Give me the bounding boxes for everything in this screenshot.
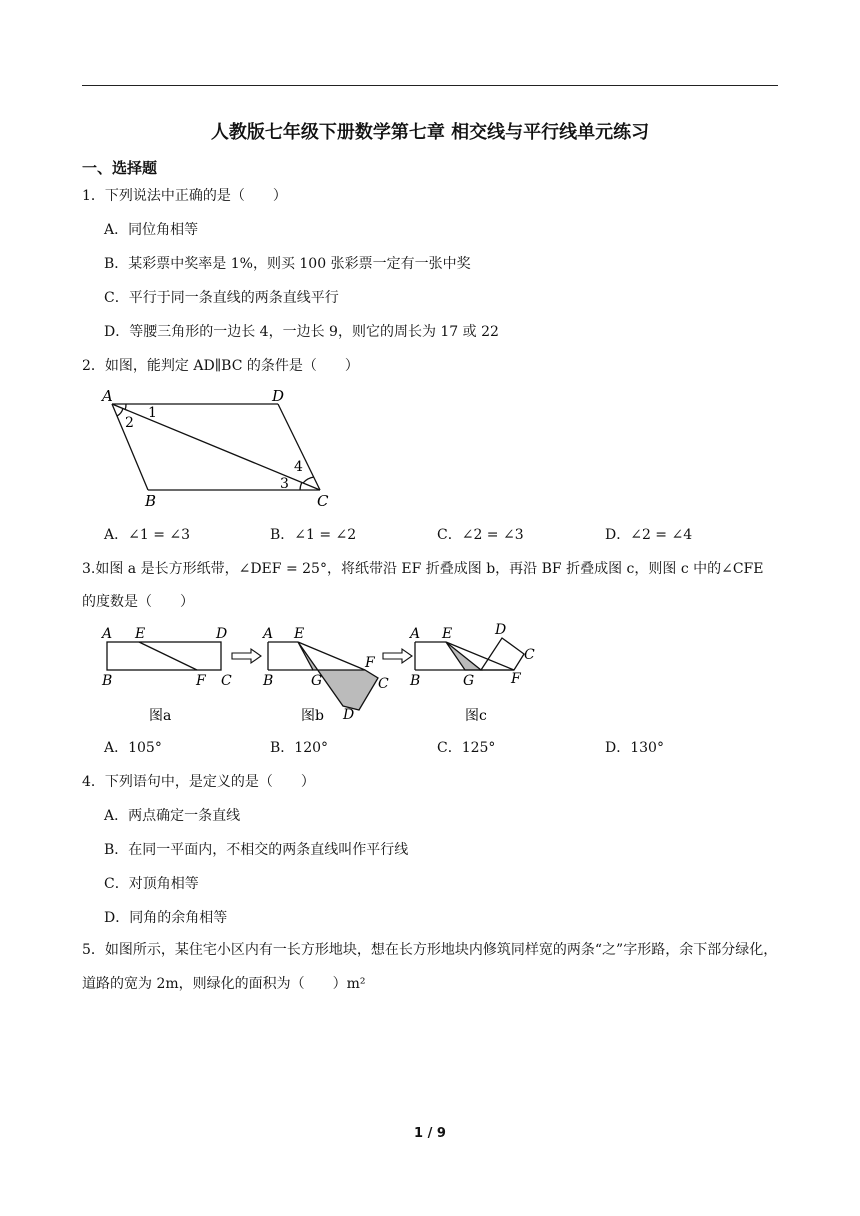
- question-1-option-c: C．平行于同一条直线的两条直线平行: [104, 290, 339, 306]
- angle-label-1: 1: [148, 405, 157, 421]
- question-2-figure: [90, 382, 350, 512]
- angle-label-2: 2: [125, 415, 134, 431]
- fig-a-label-d: D: [216, 626, 228, 642]
- question-3-option-c: C．125°: [437, 740, 496, 756]
- question-5-text: 5．如图所示，某住宅小区内有一长方形地块，想在长方形地块内修筑同样宽的两条“之”字形路，余下部分绿化，道路的宽为 2m，则绿化的面积为（ ）m²: [82, 942, 778, 992]
- fig-c-label-d: D: [495, 622, 507, 638]
- fig-b-label-a: A: [263, 626, 274, 642]
- fig-c-label-f: F: [511, 671, 521, 687]
- fig-a-label-f: F: [196, 673, 206, 689]
- fig-c-label-a: A: [410, 626, 421, 642]
- question-4-option-d: D．同角的余角相等: [104, 910, 228, 926]
- question-1-option-a: A．同位角相等: [104, 222, 199, 238]
- fig-a-label-c: C: [221, 673, 232, 689]
- angle-label-4: 4: [294, 459, 303, 475]
- fig-c-label-g: G: [463, 673, 475, 689]
- fig-b-label-e: E: [294, 626, 305, 642]
- fig-b-label-d: D: [343, 707, 355, 723]
- fig-a-label-a: A: [102, 626, 113, 642]
- fig-b-label-g: G: [311, 673, 323, 689]
- fig-b-label-c: C: [378, 676, 389, 692]
- fig-c-caption: 图c: [465, 708, 487, 724]
- question-1-stem: 1．下列说法中正确的是（ ）: [82, 188, 287, 204]
- question-4-option-c: C．对顶角相等: [104, 876, 199, 892]
- question-2-stem: 2．如图，能判定 AD∥BC 的条件是（ ）: [82, 358, 359, 374]
- fig-a-label-e: E: [135, 626, 146, 642]
- question-3-option-b: B．120°: [270, 740, 329, 756]
- vertex-label-a: A: [102, 387, 113, 405]
- question-4-option-a: A．两点确定一条直线: [104, 808, 241, 824]
- question-3-figure: [95, 618, 555, 728]
- fig-b-label-b: B: [263, 673, 274, 689]
- fig-c-label-c: C: [524, 647, 535, 663]
- question-4-option-b: B．在同一平面内，不相交的两条直线叫作平行线: [104, 842, 409, 858]
- question-1-option-b: B．某彩票中奖率是 1%，则买 100 张彩票一定有一张中奖: [104, 256, 471, 272]
- fig-a-label-b: B: [102, 673, 113, 689]
- question-1-option-d: D．等腰三角形的一边长 4，一边长 9，则它的周长为 17 或 22: [104, 324, 499, 340]
- fig-c-label-e: E: [442, 626, 453, 642]
- question-2-option-a: A．∠1 = ∠3: [104, 527, 191, 543]
- question-3-option-a: A．105°: [104, 740, 162, 756]
- question-3-line-1: 3.如图 a 是长方形纸带，∠DEF = 25°，将纸带沿 EF 折叠成图 b，再沿 BF 折叠成图 c，则图 c 中的∠CFE: [82, 561, 764, 577]
- question-2-option-d: D．∠2 = ∠4: [605, 527, 693, 543]
- question-3-line-2: 的度数是（ ）: [82, 594, 194, 610]
- fig-b-label-f: F: [365, 655, 375, 671]
- fig-a-caption: 图a: [149, 708, 172, 724]
- page-title: 人教版七年级下册数学第七章 相交线与平行线单元练习: [210, 122, 650, 143]
- section-heading: 一、选择题: [82, 159, 158, 177]
- fig-b-caption: 图b: [301, 708, 324, 724]
- vertex-label-c: C: [317, 492, 329, 510]
- fig-c-label-b: B: [410, 673, 421, 689]
- question-4-stem: 4．下列语句中，是定义的是（ ）: [82, 774, 315, 790]
- angle-label-3: 3: [280, 476, 289, 492]
- header-rule: [82, 85, 778, 86]
- question-2-option-b: B．∠1 = ∠2: [270, 527, 357, 543]
- question-3-option-d: D．130°: [605, 740, 664, 756]
- question-2-option-c: C．∠2 = ∠3: [437, 527, 524, 543]
- page-number: 1 / 9: [414, 1126, 446, 1141]
- vertex-label-b: B: [145, 492, 157, 510]
- vertex-label-d: D: [272, 387, 285, 405]
